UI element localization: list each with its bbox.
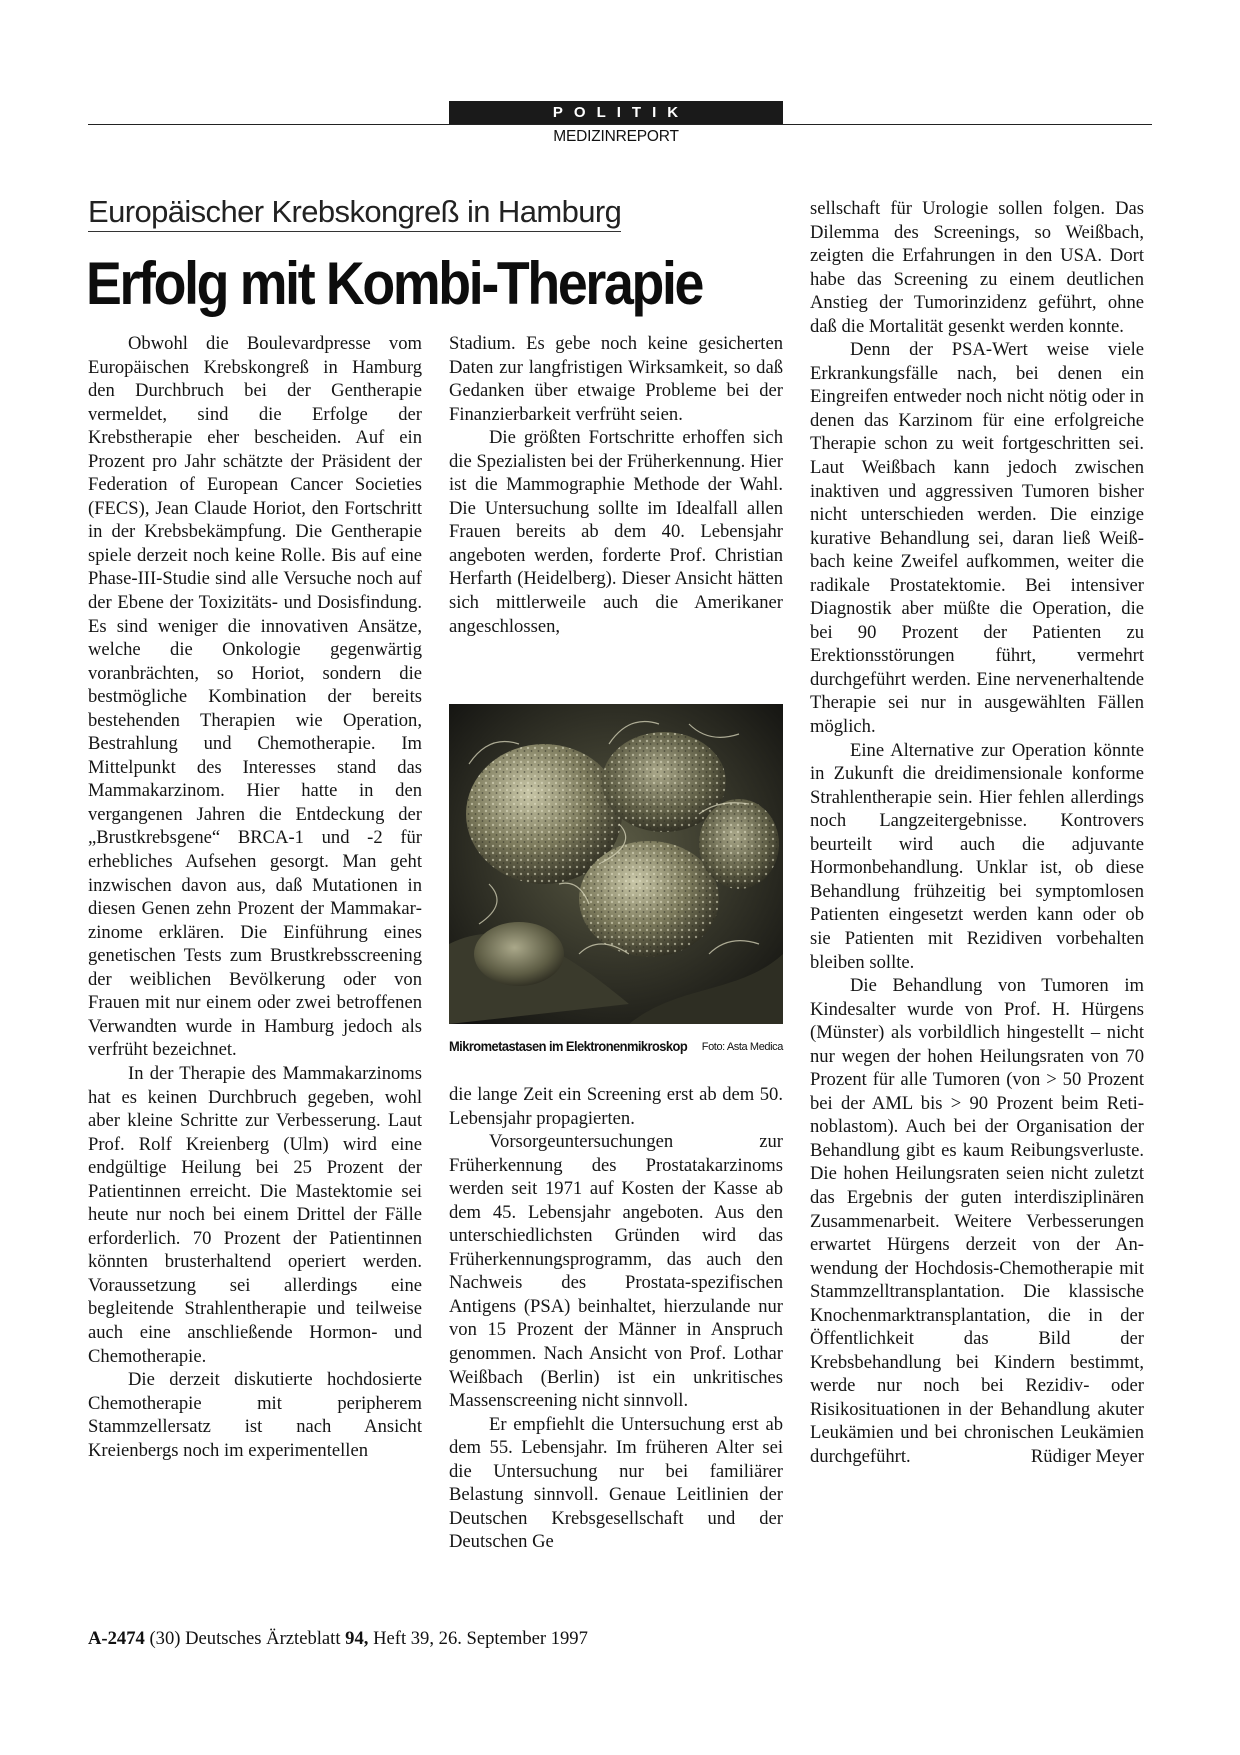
text-column-2-bottom [449, 1083, 783, 1554]
author-byline: Rüdiger Meyer [1030, 1445, 1144, 1467]
photo-credit: Foto: Asta Medica [701, 1041, 783, 1053]
paragraph: sellschaft für Urologie sollen folgen. Das Dilemma des Screenings, so Weißbach, zeigten die Erfahrungen in den USA. Dort habe das Screening zu einem deutlichen Anstieg der Tumorinzidenz geführt, ohne daß die Mortalität gesenkt werden konnte. [810, 198, 1144, 337]
header-rule [88, 124, 1152, 125]
article-figure [449, 704, 783, 1054]
article-kicker: Europäischer Krebskongreß in Hamburg [88, 194, 621, 232]
paragraph: die lange Zeit ein Screening erst ab dem 50. Lebensjahr propagierten. [449, 1084, 783, 1129]
text-column-1 [88, 332, 422, 1462]
journal-name: Deutsches Ärzteblatt [185, 1628, 341, 1649]
text-column-3 [810, 197, 1144, 1469]
article-headline: Erfolg mit Kombi-Therapie [86, 250, 703, 317]
paragraph: Er empfiehlt die Untersuchung erst ab dem 55. Lebensjahr. Im früheren Alter sei die Untersuchung nur bei familiärer Belastung sinnvoll. Genaue Leitlinien der Deutschen Krebsgesellschaft und der Deutschen Ge [449, 1413, 783, 1553]
page-code: A-2474 [88, 1628, 145, 1649]
subsection-label: MEDIZINREPORT [553, 128, 679, 145]
paragraph: Eine Alternative zur Operation könnte in Zukunft die dreidimensionale konforme Strahlentherapie sein. Hier fehlen allerdings noch Langzeitergebnisse. Kontrovers beurteilt wird auch die adjuvante Hormonbehandlung. Unklar ist, ob diese Behandlung frühzeitig bei symptomlosen Patienten eingesetzt werden kann oder ob sie Patienten mit Rezidiven vorbehalten bleiben sollte. [810, 739, 1144, 973]
volume-number: 94, [345, 1628, 369, 1649]
paragraph: Obwohl die Boulevardpresse vom Europäischen Krebskongreß in Hamburg den Durchbruch bei der Gentherapie vermeldet, sind die Erfolge der Krebstherapie eher bescheiden. Auf ein Prozent pro Jahr schätzte der Präsident der Federation of European Cancer Societies (FECS), Jean Claude Horiot, den Fortschritt in der Krebsbekämpfung. Die Gentherapie spiele derzeit noch keine Rolle. Bis auf eine Phase-III-Studie sind alle Versuche noch auf der Ebene der Toxizitäts- und Dosisfindung. Es sind weniger die innovativen Ansätze, welche die Onkologie gegenwärtig voranbrächten, so Horiot, sondern die bestmögliche Kombination der bereits bestehenden Therapien wie Operation, Bestrahlung und Chemotherapie. Im Mittelpunkt des Interesses stand das Mammakarzinom. Hier hatte in den vergangenen Jahren die Entdeckung der „Brustkrebsgene“ BRCA-1 und -2 für erhebliches Aufsehen gesorgt. Man geht inzwischen davon aus, daß Mutationen in diesen Genen zehn Prozent der Mammakarzinome erklären. Die Einführung eines genetischen Tests zum Brustkrebsscreening der weiblichen Bevölkerung oder von Frauen mit nur einem oder zwei betroffenen Verwandten wurde in Hamburg jedoch als verfrüht bezeichnet. [88, 333, 422, 1061]
micrograph-illustration [449, 704, 783, 1024]
paragraph: Die größten Fortschritte erhoffen sich die Spezialisten bei der Früherkennung. Hier ist die Mammographie Methode der Wahl. Die Untersuchung sollte im Idealfall allen Frauen bereits ab dem 40. Lebensjahr angeboten werden, forderte Prof. Christian Herfarth (Heidelberg). Dieser Ansicht hätten sich mittlerweile auch die Amerikaner angeschlossen, [449, 427, 783, 637]
paragraph: Vorsorgeuntersuchungen zur Früherkennung des Prostatakarzinoms werden seit 1971 auf Kosten der Kasse ab dem 45. Lebensjahr angeboten. Aus den unterschiedlichsten Gründen wird das Früherkennungsprogramm, das auch den Nachweis des Prostata-spezifischen Antigens (PSA) beinhaltet, hierzulande nur von 15 Prozent der Männer in Anspruch genommen. Nach Ansicht von Prof. Lothar Weißbach (Berlin) ist ein unkritisches Massenscreening nicht sinnvoll. [449, 1131, 783, 1412]
page-footer [88, 1628, 588, 1650]
paragraph-text: Die Behandlung von Tumoren im Kindesalter wurde von Prof. H. Hürgens (Münster) als vorbildlich hingestellt – nicht nur wegen der hohen Heilungsraten von 70 Prozent für alle Tumoren (von > 50 Prozent bei der AML bis > 90 Prozent beim Retinoblastom). Auch bei der Organisation der Behandlung gibt es kaum Reibungsverluste. Die hohen Heilungsraten seien nicht zuletzt das Ergebnis der guten interdisziplinären Zusammenarbeit. Weitere Verbesserungen erwartet Hürgens derzeit von der Anwendung der Hochdosis-Chemotherapie mit Stammzelltransplantation. Die klassische Knochenmarktransplantation, die in der Öffentlichkeit das Bild der Krebsbehandlung bei Kindern bestimmt, werde nur noch bei Rezidiv- oder Risikosituationen in der Behandlung akuter Leukämien und bei chronischen Leukämien durchgeführt. [810, 975, 1144, 1467]
text-column-2-top [449, 332, 783, 638]
paragraph: Die derzeit diskutierte hochdosierte Chemotherapie mit peripherem Stammzellersatz ist nach Ansicht Kreienbergs noch im experimentellen [88, 1369, 422, 1461]
paragraph: In der Therapie des Mammakarzinoms hat es keinen Durchbruch gegeben, wohl aber kleine Schritte zur Verbesserung. Laut Prof. Rolf Kreienberg (Ulm) wird eine endgültige Heilung bei 25 Prozent der Patientinnen erreicht. Die Mastektomie sei heute nur noch bei einem Drittel der Fälle erforderlich. 70 Prozent der Patientinnen könnten brusterhaltend operiert werden. Voraussetzung sei allerdings eine begleitende Strahlentherapie und teilweise auch eine anschließende Hormon- und Chemotherapie. [88, 1062, 422, 1367]
page-number: (30) [149, 1628, 181, 1649]
issue-date: Heft 39, 26. September 1997 [373, 1628, 588, 1649]
paragraph: Denn der PSA-Wert weise viele Erkrankungsfälle nach, bei denen ein Eingreifen entweder noch nicht nötig oder in denen das Karzinom für eine erfolgreiche Therapie schon zu weit fortgeschritten sei. Laut Weißbach kann jedoch zwischen inaktiven und aggressiven Tumoren bisher nicht unterschieden werden. Die einzige kurative Behandlung sei, daran ließ Weißbach keine Zweifel aufkommen, weiter die radikale Prostatektomie. Bei intensiver Diagnostik aber müßte die Operation, die bei 90 Prozent der Patienten zu Erektionsstörungen führt, vermehrt durchgeführt werden. Eine nervenerhaltende Therapie sei nur in ausgewählten Fällen möglich. [810, 339, 1144, 738]
paragraph: Stadium. Es gebe noch keine gesicherten Daten zur langfristigen Wirksamkeit, so daß Gedanken über etwaige Probleme bei der Finanzierbarkeit verfrüht seien. [449, 333, 783, 425]
section-label: POLITIK [449, 101, 783, 124]
figure-caption: Mikrometastasen im Elektronenmikroskop [449, 1038, 688, 1054]
micrograph-image [449, 704, 783, 1024]
paragraph-last [810, 974, 1144, 1468]
